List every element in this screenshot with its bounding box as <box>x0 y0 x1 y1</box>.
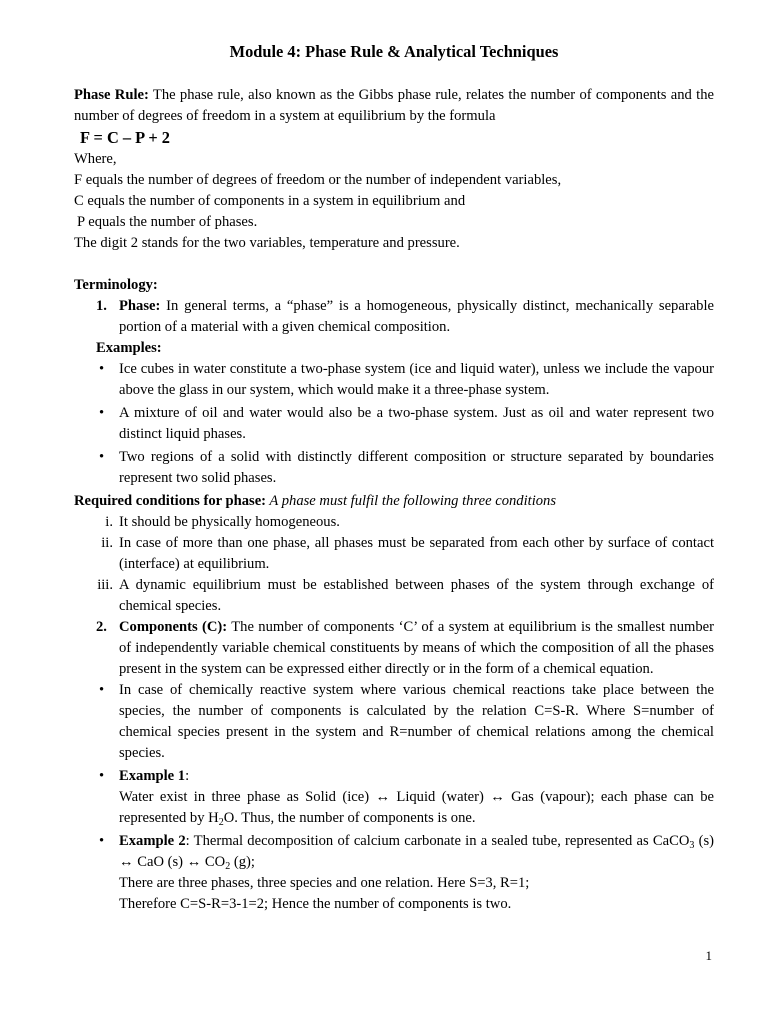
bullet-icon: • <box>99 768 105 784</box>
condition-text: It should be physically homogeneous. <box>119 514 340 530</box>
example-1 <box>74 766 714 829</box>
list-item <box>74 359 714 401</box>
bullet-icon: • <box>99 361 105 377</box>
example-2-label: Example 2 <box>119 833 186 849</box>
required-conditions <box>74 491 714 512</box>
terminology-heading <box>74 275 714 296</box>
reactive-text: In case of chemically reactive system where various chemical reactions take place between the species, the number of components is calculated by the relation C=S-R. Where S=number of chemical species present in the system and R=number of chemical relations among the chemical species. <box>119 682 714 761</box>
components-text: The number of components ‘C’ of a system at equilibrium is the smallest number of independently variable chemical constituents by means of which the composition of all the phases present in the system can be expressed either directly or in the form of a chemical equation. <box>119 619 714 677</box>
phase-rule-label: Phase Rule: <box>74 87 149 103</box>
phase-number: 1. <box>96 298 107 314</box>
phase-label: Phase: <box>119 298 161 314</box>
page-title: Module 4: Phase Rule & Analytical Techniques <box>229 42 559 61</box>
phase-rule-formula: F = C – P + 2 <box>80 128 171 147</box>
digit-explanation: The digit 2 stands for the two variables, temperature and pressure. <box>74 235 460 251</box>
components-definition <box>74 617 714 680</box>
phase-text: In general terms, a “phase” is a homogeneous, physically distinct, mechanically separable portion of a material with a given chemical composition. <box>119 298 714 335</box>
phase-rule-text: The phase rule, also known as the Gibbs phase rule, relates the number of components and the number of degrees of freedom in a system at equilibrium by the formula <box>74 87 714 124</box>
list-item <box>74 403 714 445</box>
example-1-line-end: O. Thus, the number of components is one. <box>223 810 476 826</box>
example-text: Two regions of a solid with distinctly different composition or structure separated by boundaries represent two solid phases. <box>119 449 714 486</box>
example-1-line: Water exist in three phase as Solid (ice) ↔ Liquid (water) ↔ Gas (vapour); each phase can be represented by H <box>119 789 714 826</box>
subscript: 2 <box>225 861 231 872</box>
list-item <box>74 447 714 489</box>
required-label: Required conditions for phase: <box>74 493 267 509</box>
list-item <box>74 533 714 575</box>
roman-numeral: ii. <box>101 535 113 551</box>
example-1-colon: : <box>185 768 190 784</box>
c-definition: C equals the number of components in a system in equilibrium and <box>74 193 466 209</box>
subscript: 3 <box>689 840 695 851</box>
p-definition: P equals the number of phases. <box>77 214 258 230</box>
example-2 <box>74 831 714 915</box>
example-2-mid: (s) ↔ CaO (s) ↔ CO <box>119 833 715 870</box>
example-2-text: : Thermal decomposition of calcium carbonate in a sealed tube, represented as CaCO <box>185 833 690 849</box>
bullet-icon: • <box>99 833 105 849</box>
where-line: Where, <box>74 151 117 167</box>
phase-rule-paragraph <box>74 85 714 127</box>
bullet-icon: • <box>99 682 105 698</box>
components-number: 2. <box>96 619 107 635</box>
example-text: A mixture of oil and water would also be a two-phase system. Just as oil and water represent two distinct liquid phases. <box>119 405 714 442</box>
examples-heading: Examples: <box>96 340 162 356</box>
list-item <box>74 575 714 617</box>
example-2-end: (g); <box>230 854 255 870</box>
example-2-line3: Therefore C=S-R=3-1=2; Hence the number of components is two. <box>119 896 512 912</box>
example-text: Ice cubes in water constitute a two-phase system (ice and liquid water), unless we include the vapour above the glass in our system, which would make it a three-phase system. <box>119 361 714 398</box>
list-item <box>74 680 714 764</box>
bullet-icon: • <box>99 405 105 421</box>
required-italic: A phase must fulfil the following three conditions <box>266 493 557 509</box>
example-1-label: Example 1 <box>119 768 186 784</box>
roman-numeral: iii. <box>97 577 113 593</box>
phase-definition <box>74 296 714 338</box>
bullet-icon: • <box>99 449 105 465</box>
f-definition: F equals the number of degrees of freedom or the number of independent variables, <box>74 172 562 188</box>
condition-text: A dynamic equilibrium must be established between phases of the system through exchange of chemical species. <box>119 577 714 614</box>
example-2-line2: There are three phases, three species and one relation. Here S=3, R=1; <box>119 875 530 891</box>
document-page <box>74 40 714 917</box>
subscript: 2 <box>218 817 224 828</box>
page-number: 1 <box>705 948 712 963</box>
terminology-heading-text: Terminology: <box>74 277 158 293</box>
list-item <box>74 512 714 533</box>
roman-numeral: i. <box>105 514 113 530</box>
components-label: Components (C): <box>119 619 228 635</box>
condition-text: In case of more than one phase, all phases must be separated from each other by surface of contact (interface) at equilibrium. <box>119 535 714 572</box>
